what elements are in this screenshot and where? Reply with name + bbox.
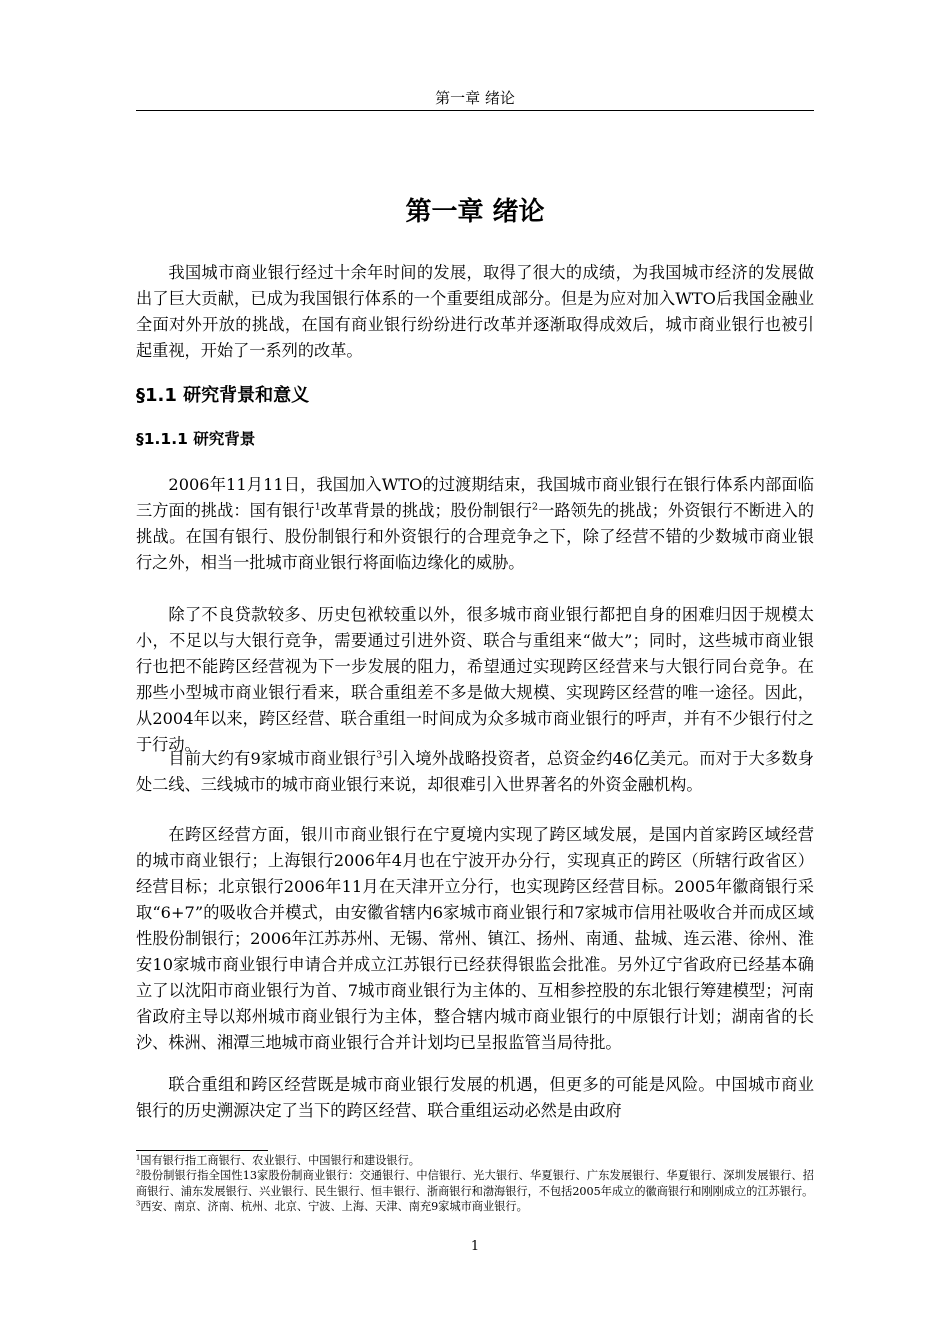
paragraph-background-3 <box>136 746 814 798</box>
paragraph-text: 改革背景的挑战；股份制银行 <box>320 501 532 520</box>
footnote-mark: 3 <box>136 1199 141 1208</box>
subsection-heading: §1.1.1 研究背景 <box>136 430 256 448</box>
footnote-ref-1[interactable]: 1 <box>314 501 321 513</box>
footnote-ref-3[interactable]: 3 <box>376 749 383 761</box>
paragraph-text: 引入境外战略投资者，总资金约46亿美元。而对于大多数身处二线、三线城市的城市商业银行来说，却很难引入世界著名的外资金融机构。 <box>136 749 814 794</box>
running-header: 第一章 绪论 <box>435 89 515 107</box>
footnote-2 <box>136 1168 814 1199</box>
paragraph-text: 目前大约有9家城市商业银行 <box>168 749 377 768</box>
footnote-mark: 2 <box>136 1168 141 1177</box>
paragraph-text: 2006年11月11日，我国加入WTO的过渡期结束，我国城市商业银行在银行体系内部面临三方面的挑战：国有银行 <box>136 475 814 520</box>
footnotes <box>136 1153 814 1214</box>
footnote-text: 股份制银行指全国性13家股份制商业银行：交通银行、中信银行、光大银行、华夏银行、广东发展银行、华夏银行、深圳发展银行、招商银行、浦东发展银行、兴业银行、民生银行、恒丰银行、浙商银行和渤海银行，不包括2005年成立的徽商银行和刚刚成立的江苏银行。 <box>136 1169 814 1198</box>
header-rule <box>136 110 814 111</box>
paragraph-background-2: 除了不良贷款较多、历史包袱较重以外，很多城市商业银行都把自身的困难归因于规模太小，不足以与大银行竞争，需要通过引进外资、联合与重组来“做大”；同时，这些城市商业银行也把不能跨区经营视为下一步发展的阻力，希望通过实现跨区经营来与大银行同台竞争。在那些小型城市商业银行看来，联合重组差不多是做大规模、实现跨区经营的唯一途径。因此，从2004年以来，跨区经营、联合重组一时间成为众多城市商业银行的呼声，并有不少银行付之于行动。 <box>136 605 814 754</box>
intro-paragraph: 我国城市商业银行经过十余年时间的发展，取得了很大的成绩，为我国城市经济的发展做出了巨大贡献，已成为我国银行体系的一个重要组成部分。但是为应对加入WTO后我国金融业全面对外开放的挑战，在国有商业银行纷纷进行改革并逐渐取得成效后，城市商业银行也被引起重视，开始了一系列的改革。 <box>136 263 814 360</box>
paragraph-text: 一路领先的挑战；外资银行不断进入的挑战。在国有银行、股份制银行和外资银行的合理竞争之下，除了经营不错的少数城市商业银行之外，相当一批城市商业银行将面临边缘化的威胁。 <box>136 501 815 572</box>
footnote-3 <box>136 1199 814 1214</box>
footnote-1 <box>136 1153 814 1168</box>
chapter-title: 第一章 绪论 <box>405 197 545 227</box>
paragraph-background-1 <box>136 472 814 576</box>
footnote-text: 国有银行指工商银行、农业银行、中国银行和建设银行。 <box>140 1154 420 1167</box>
page-number: 1 <box>470 1239 480 1254</box>
footnote-ref-2[interactable]: 2 <box>531 501 539 513</box>
paragraph-background-4: 在跨区经营方面，银川市商业银行在宁夏境内实现了跨区域发展，是国内首家跨区域经营的城市商业银行；上海银行2006年4月也在宁波开办分行，实现真正的跨区（所辖行政省区）经营目标；北京银行2006年11月在天津开立分行，也实现跨区经营目标。2005年徽商银行采取“6+7”的吸收合并模式，由安徽省辖内6家城市商业银行和7家城市信用社吸收合并而成区域性股份制银行；2006年江苏苏州、无锡、常州、镇江、扬州、南通、盐城、连云港、徐州、淮安10家城市商业银行申请合并成立江苏银行已经获得银监会批准。另外辽宁省政府已经基本确立了以沈阳市商业银行为首、7城市商业银行为主体的、互相参控股的东北银行筹建模型；河南省政府主导以郑州城市商业银行为主体，整合辖内城市商业银行的中原银行计划；湖南省的长沙、株洲、湘潭三地城市商业银行合并计划均已呈报监管当局待批。 <box>136 825 814 1052</box>
footnote-separator <box>136 1150 268 1151</box>
footnote-text: 西安、南京、济南、杭州、北京、宁波、上海、天津、南充9家城市商业银行。 <box>140 1199 528 1213</box>
footnote-mark: 1 <box>136 1153 141 1162</box>
section-heading: §1.1 研究背景和意义 <box>136 385 310 406</box>
paragraph-background-5: 联合重组和跨区经营既是城市商业银行发展的机遇，但更多的可能是风险。中国城市商业银行的历史溯源决定了当下的跨区经营、联合重组运动必然是由政府 <box>136 1075 814 1120</box>
